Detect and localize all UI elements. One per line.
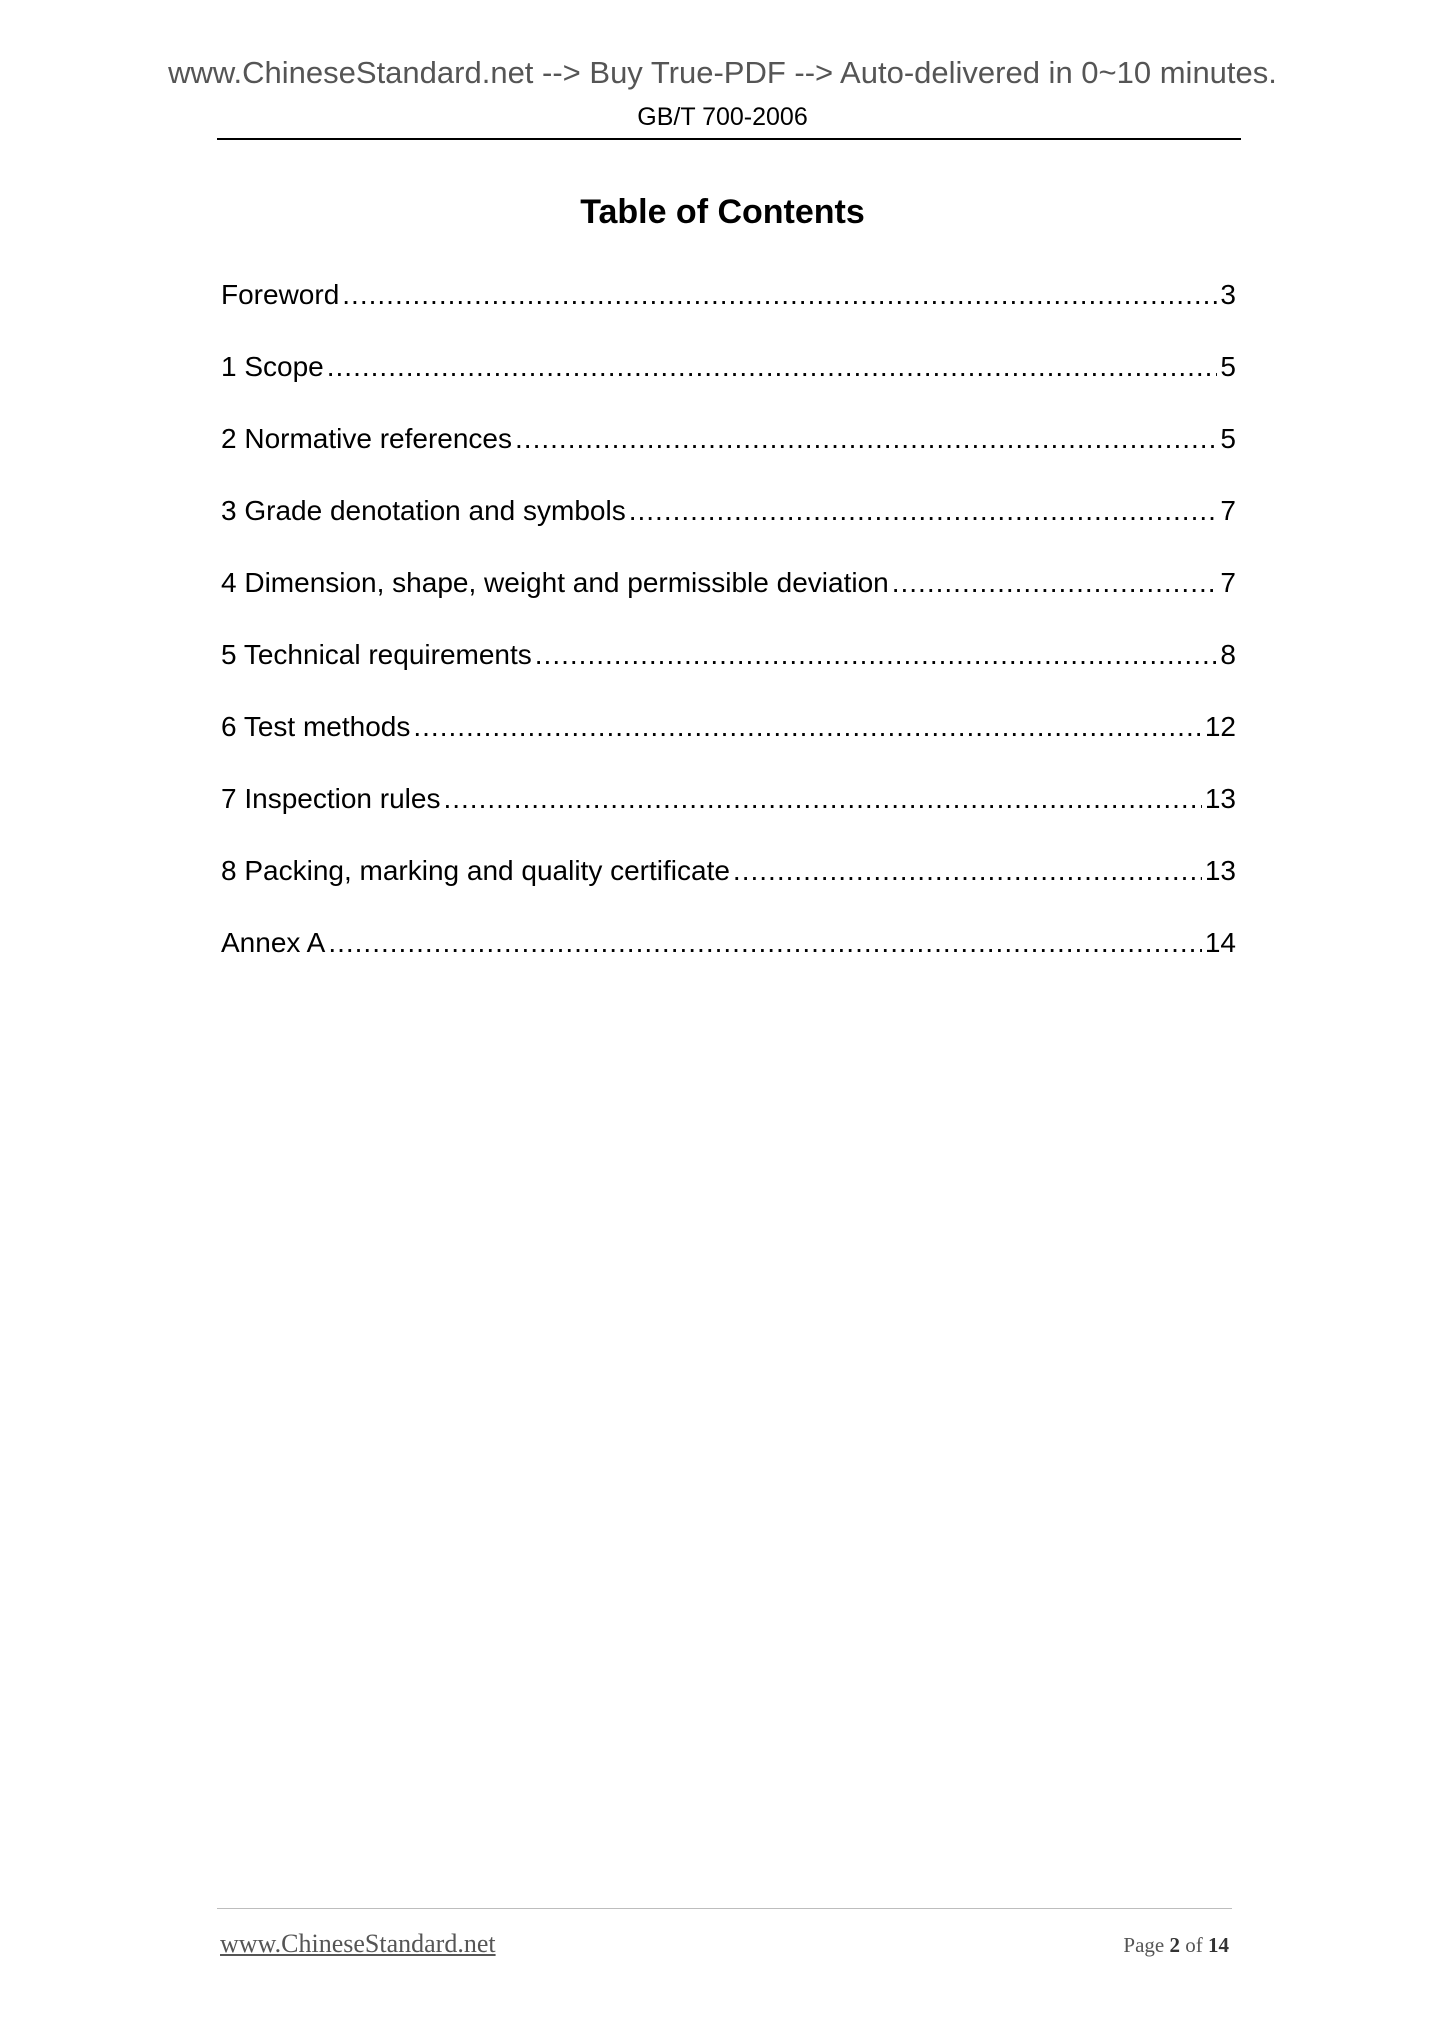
- toc-entry-page: 14: [1204, 927, 1236, 958]
- toc-entry-page: 7: [1220, 495, 1236, 526]
- toc-entry-page: 3: [1220, 279, 1236, 310]
- toc-dot-leader: [327, 347, 1218, 387]
- page-of: of: [1185, 1933, 1203, 1957]
- toc-dot-leader: [535, 635, 1218, 675]
- toc-entry-page: 13: [1204, 783, 1236, 814]
- toc-entry-test-methods[interactable]: [221, 707, 1236, 779]
- toc-entry-label: 4 Dimension, shape, weight and permissible deviation: [221, 567, 889, 598]
- toc-entry-dimension-shape[interactable]: [221, 563, 1236, 635]
- toc-entry-label: 3 Grade denotation and symbols: [221, 495, 626, 526]
- page-current: 2: [1169, 1933, 1180, 1957]
- toc-dot-leader: [892, 563, 1218, 603]
- toc-entry-scope[interactable]: [221, 347, 1236, 419]
- toc-entry-label: 2 Normative references: [221, 423, 513, 454]
- document-code: GB/T 700-2006: [637, 103, 808, 131]
- toc-entry-technical-requirements[interactable]: [221, 635, 1236, 707]
- footer-page-number: [1123, 1934, 1229, 1957]
- toc-dot-leader: [515, 419, 1217, 459]
- toc-entry-normative-references[interactable]: [221, 419, 1236, 491]
- top-banner[interactable]: www.ChineseStandard.net --> Buy True-PDF --> Auto-delivered in 0~10 minutes.: [168, 55, 1277, 90]
- toc-entry-foreword[interactable]: [221, 275, 1236, 347]
- toc-entry-annex-a[interactable]: [221, 923, 1236, 995]
- footer-divider: [217, 1908, 1232, 1909]
- footer-website-link[interactable]: www.ChineseStandard.net: [220, 1929, 496, 1958]
- toc-entry-page: 5: [1220, 351, 1236, 382]
- toc-entry-label: Foreword: [221, 279, 340, 310]
- toc-entry-page: 7: [1220, 567, 1236, 598]
- toc-entry-page: 12: [1204, 711, 1236, 742]
- toc-entry-page: 5: [1220, 423, 1236, 454]
- toc-entry-label: 8 Packing, marking and quality certificate: [221, 855, 730, 886]
- toc-entry-label: 6 Test methods: [221, 711, 411, 742]
- header-divider: [217, 138, 1241, 140]
- toc-entry-page: 13: [1204, 855, 1236, 886]
- toc-entry-label: 5 Technical requirements: [221, 639, 532, 670]
- toc-entry-grade-denotation[interactable]: [221, 491, 1236, 563]
- page-word: Page: [1123, 1933, 1165, 1957]
- toc-dot-leader: [733, 851, 1202, 891]
- toc-dot-leader: [413, 707, 1201, 747]
- toc-dot-leader: [629, 491, 1218, 531]
- toc-entry-label: 1 Scope: [221, 351, 324, 382]
- toc-dot-leader: [328, 923, 1202, 963]
- toc-entry-inspection-rules[interactable]: [221, 779, 1236, 851]
- toc-entry-label: 7 Inspection rules: [221, 783, 441, 814]
- toc-entry-page: 8: [1220, 639, 1236, 670]
- page-total: 14: [1208, 1933, 1229, 1957]
- toc-dot-leader: [443, 779, 1201, 819]
- toc-entry-label: Annex A: [221, 927, 326, 958]
- toc-title: Table of Contents: [580, 193, 865, 231]
- toc-list: [221, 275, 1236, 995]
- toc-dot-leader: [342, 275, 1217, 315]
- toc-entry-packing-marking[interactable]: [221, 851, 1236, 923]
